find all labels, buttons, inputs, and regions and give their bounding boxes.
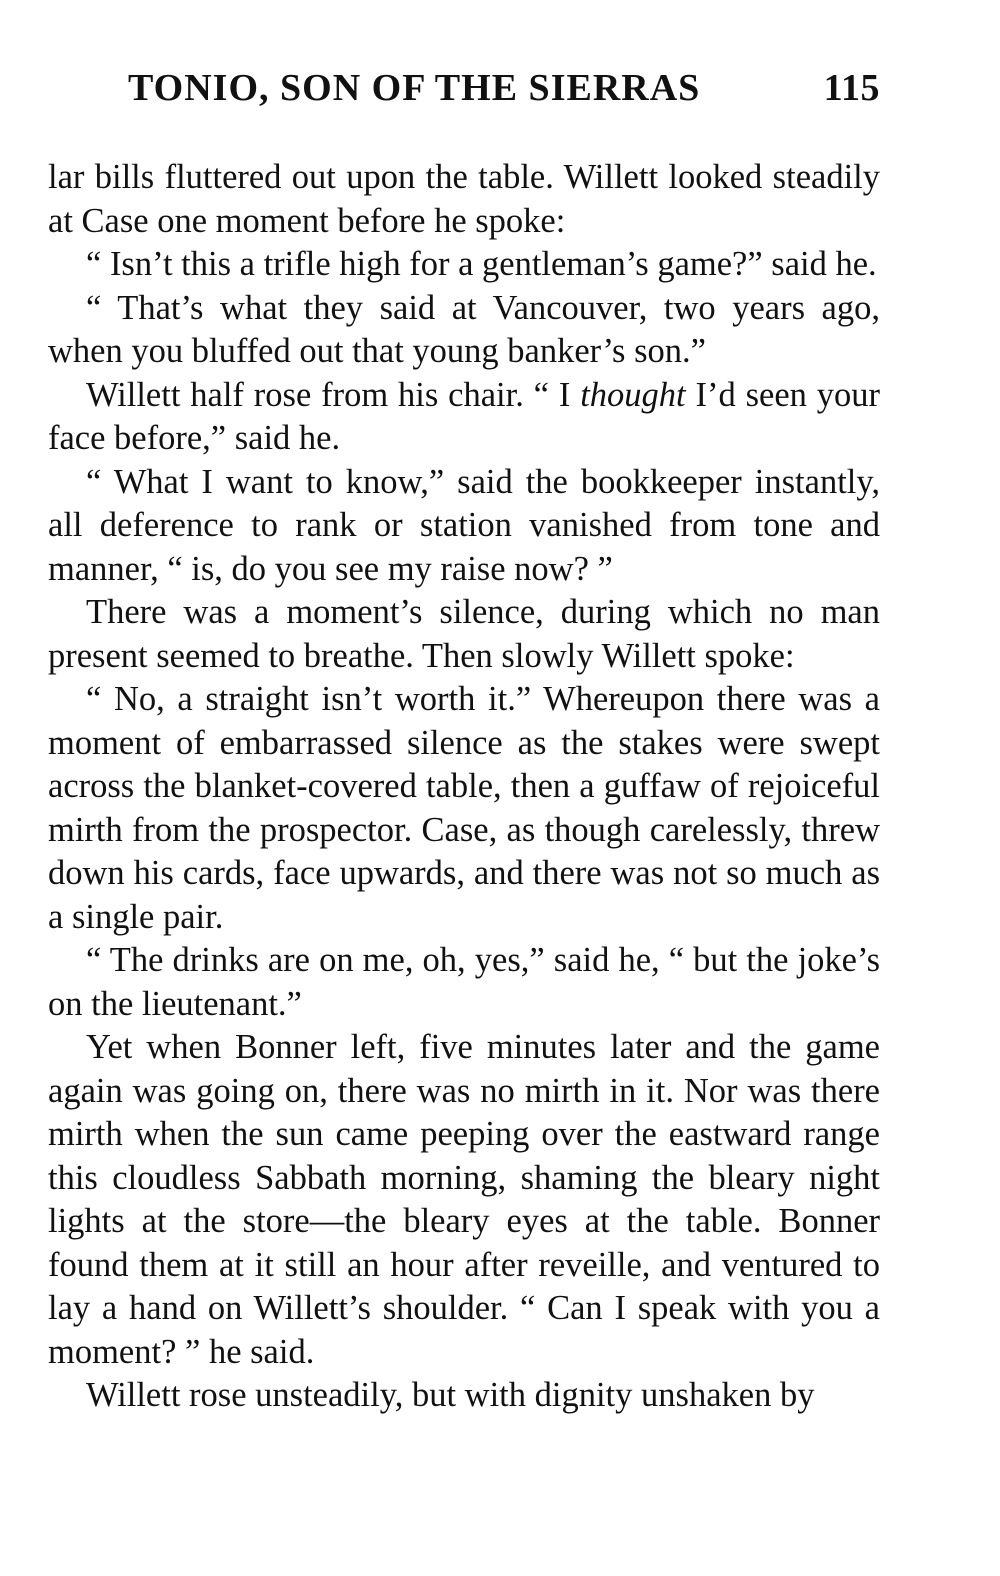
paragraph: Willett rose unsteadily, but with dignity unshaken by bbox=[86, 1376, 815, 1414]
paragraph: “ No, a straight isn’t worth it.” Whereupon there was a moment of embarrassed silence as the stakes were swept across the blanket-covered table, then a guffaw of rejoiceful mirth from the prospector. Case, as though carelessly, threw down his cards, face upwards, and there was not so much as a single pair. bbox=[48, 680, 880, 936]
paragraph: “ That’s what they said at Vancouver, two years ago, when you bluffed out that young banker’s son.” bbox=[48, 288, 880, 370]
paragraph: There was a moment’s silence, during which no man present seemed to breathe. Then slowly Willett spoke: bbox=[48, 593, 880, 675]
italic-text: thought bbox=[580, 375, 686, 414]
paragraph: “ What I want to know,” said the bookkeeper instantly, all deference to rank or station vanished from tone and manner, “ is, do you see my raise now? ” bbox=[48, 462, 880, 588]
text-run: Willett half rose from his chair. “ I bbox=[86, 375, 571, 414]
paragraph bbox=[48, 374, 880, 461]
paragraph: “ Isn’t this a trifle high for a gentleman’s game?” said he. bbox=[86, 245, 877, 283]
running-title: TONIO, SON OF THE SIERRAS bbox=[128, 67, 701, 109]
paragraph: Yet when Bonner left, five minutes later and the game again was going on, there was no mirth in it. Nor was there mirth when the sun came peeping over the eastward range this cloudless Sabbath morning, shaming the bleary night lights at the store—the bleary eyes at the table. Bonner found them at it still an hour after reveille, and ventured to lay a hand on Willett’s shoulder. “ Can I speak with you a moment? ” he said. bbox=[48, 1028, 880, 1371]
text-run: I’d seen your face before,” said he. bbox=[48, 375, 880, 457]
running-header bbox=[48, 66, 880, 122]
page-number: 115 bbox=[823, 67, 880, 109]
paragraph-continuation: lar bills fluttered out upon the table. Willett looked steadily at Case one moment before he spoke: bbox=[48, 158, 880, 240]
book-page bbox=[48, 66, 880, 1418]
paragraph: “ The drinks are on me, oh, yes,” said he, “ but the joke’s on the lieutenant.” bbox=[48, 941, 880, 1023]
body-text bbox=[48, 156, 880, 1418]
